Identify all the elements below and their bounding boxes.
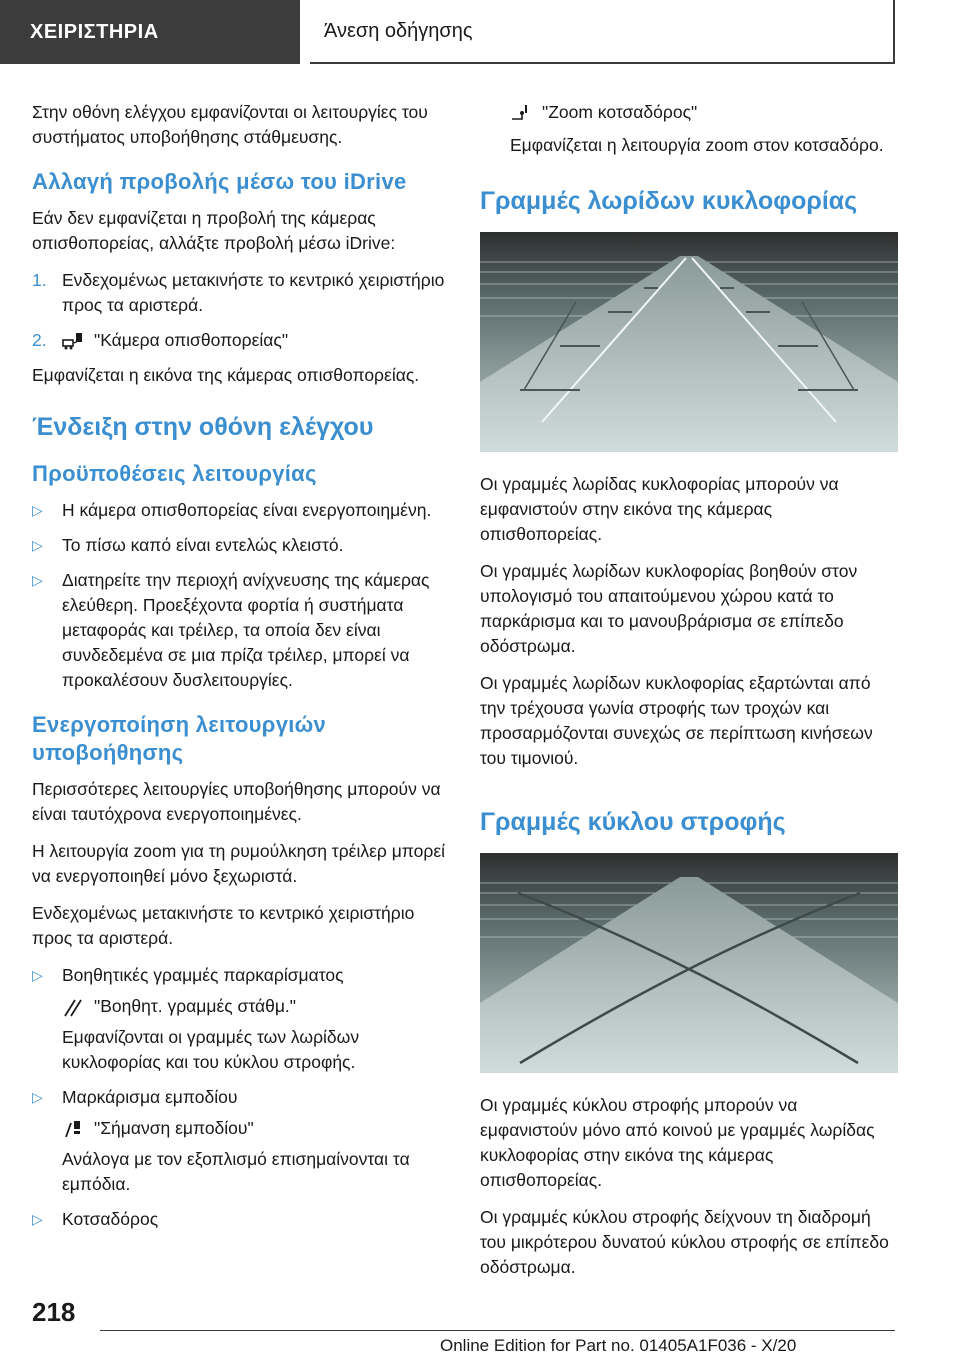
bullet-icon: ▷ [32,1089,43,1105]
menu-label: "Βοηθητ. γραμμές στάθμ." [94,996,297,1016]
bullet-icon: ▷ [32,967,43,983]
prereq-item: ▷ Διατηρείτε την περιοχή ανίχνευσης της κάμερας ελεύθερη. Προεξέχοντα φορτία ή συστήματα μεταφοράς και τρέιλερ, τα οποία δεν είναι συνδεδεμένα σε μια πρίζα τρέιλερ, μπορεί να προκαλέσουν δυσλειτουργίες. [32,568,450,693]
step-2 [32,328,450,353]
lanes-text-1: Οι γραμμές λωρίδας κυκλοφορίας μπορούν να εμφανιστούν στην εικόνα της κάμερας οπισθοπορείας. [480,474,839,544]
step-text: Ενδεχομένως μετακινήστε το κεντρικό χειριστήριο προς τα αριστερά. [62,270,445,315]
bullet-icon: ▷ [32,537,43,553]
step-1 [32,268,450,318]
lanes-text-3: Οι γραμμές λωρίδων κυκλοφορίας εξαρτώνται από την τρέχουσα γωνία στροφής των τροχών και προσαρμόζονται συνεχώς σε περίπτωση κινήσεων του τιμονιού. [480,673,873,768]
menu-label: "Zoom κοτσαδόρος" [542,102,698,122]
parking-lines-icon [62,997,84,1017]
turn-text-1: Οι γραμμές κύκλου στροφής μπορούν να εμφανιστούν μόνο από κοινού με γραμμές λωρίδας κυκλοφορίας στην εικόνα της κάμερας οπισθοπορείας. [480,1095,875,1190]
idrive-text: Εάν δεν εμφανίζεται η προβολή της κάμερας οπισθοπορείας, αλλάξτε προβολή μέσω iDrive: [32,208,396,253]
intro-text: Στην οθόνη ελέγχου εμφανίζονται οι λειτουργίες του συστήματος υποβοήθησης στάθμευσης. [32,102,428,147]
heading-lane-lines: Γραμμές λωρίδων κυκλοφορίας [480,187,858,215]
rear-camera-icon [62,331,84,351]
obstacle-marking-icon [62,1119,84,1139]
bullet-icon: ▷ [32,572,43,588]
assist-item-hitch: ▷ Κοτσαδόρος [32,1207,450,1232]
heading-idrive: Αλλαγή προβολής μέσω του iDrive [32,169,407,194]
turn-text-2: Οι γραμμές κύκλου στροφής δείχνουν τη διαδρομή του μικρότερου δυνατού κύκλου στροφής σε επίπεδο οδόστρωμα. [480,1207,889,1277]
turn-circle-image [480,853,898,1073]
hitch-zoom-icon [510,103,532,123]
page-header [0,0,960,64]
assist-item-parking-lines: ▷ Βοηθητικές γραμμές παρκαρίσματος "Βοηθητ. γραμμές στάθμ." Εμφανίζονται οι γραμμές των λωρίδων κυκλοφορίας και του κύκλου στροφής. [32,963,450,1075]
zoom-desc: Εμφανίζεται η λειτουργία zoom στον κοτσαδόρο. [510,135,884,155]
step-text: "Κάμερα οπισθοπορείας" [94,330,289,350]
lanes-text-2: Οι γραμμές λωρίδων κυκλοφορίας βοηθούν στον υπολογισμό του απαιτούμενου χώρου κατά το παρκάρισμα και το μανουβράρισμα σε επίπεδο οδόστρωμα. [480,561,858,656]
page-number: 218 [32,1297,76,1327]
heading-turn-circle: Γραμμές κύκλου στροφής [480,808,786,836]
step-number: 2. [32,330,47,350]
activate-text-3: Ενδεχομένως μετακινήστε το κεντρικό χειριστήριο προς τα αριστερά. [32,903,415,948]
chapter-title: Άνεση οδήγησης [310,0,895,64]
lane-lines-image [480,232,898,452]
activate-text-1: Περισσότερες λειτουργίες υποβοήθησης μπορούν να είναι ταυτόχρονα ενεργοποιημένες. [32,779,441,824]
heading-activate: Ενεργοποίηση λειτουργιών υποβοήθησης [32,712,327,765]
right-column [480,100,898,1292]
step-number: 1. [32,270,47,290]
bullet-icon: ▷ [32,502,43,518]
edition-text: Online Edition for Part no. 01405A1F036 - X/20 [440,1336,797,1355]
activate-text-2: Η λειτουργία zoom για τη ρυμούλκηση τρέιλερ μπορεί να ενεργοποιηθεί μόνο ξεχωριστά. [32,841,446,886]
prereq-item: ▷ Η κάμερα οπισθοπορείας είναι ενεργοποιημένη. [32,498,450,523]
after-steps-text: Εμφανίζεται η εικόνα της κάμερας οπισθοπορείας. [32,365,420,385]
menu-label: "Σήμανση εμποδίου" [94,1118,254,1138]
footer-divider [100,1330,895,1331]
left-column [32,100,450,1242]
prereq-item: ▷ Το πίσω καπό είναι εντελώς κλειστό. [32,533,450,558]
section-title: ΧΕΙΡΙΣΤΗΡΙΑ [0,0,300,64]
assist-item-obstacle-marking: ▷ Μαρκάρισμα εμποδίου "Σήμανση εμποδίου" Ανάλογα με τον εξοπλισμό επισημαίνονται τα εμπόδια. [32,1085,450,1197]
bullet-icon: ▷ [32,1211,43,1227]
heading-display: Ένδειξη στην οθόνη ελέγχου [32,413,374,441]
heading-prerequisites: Προϋποθέσεις λειτουργίας [32,461,317,486]
